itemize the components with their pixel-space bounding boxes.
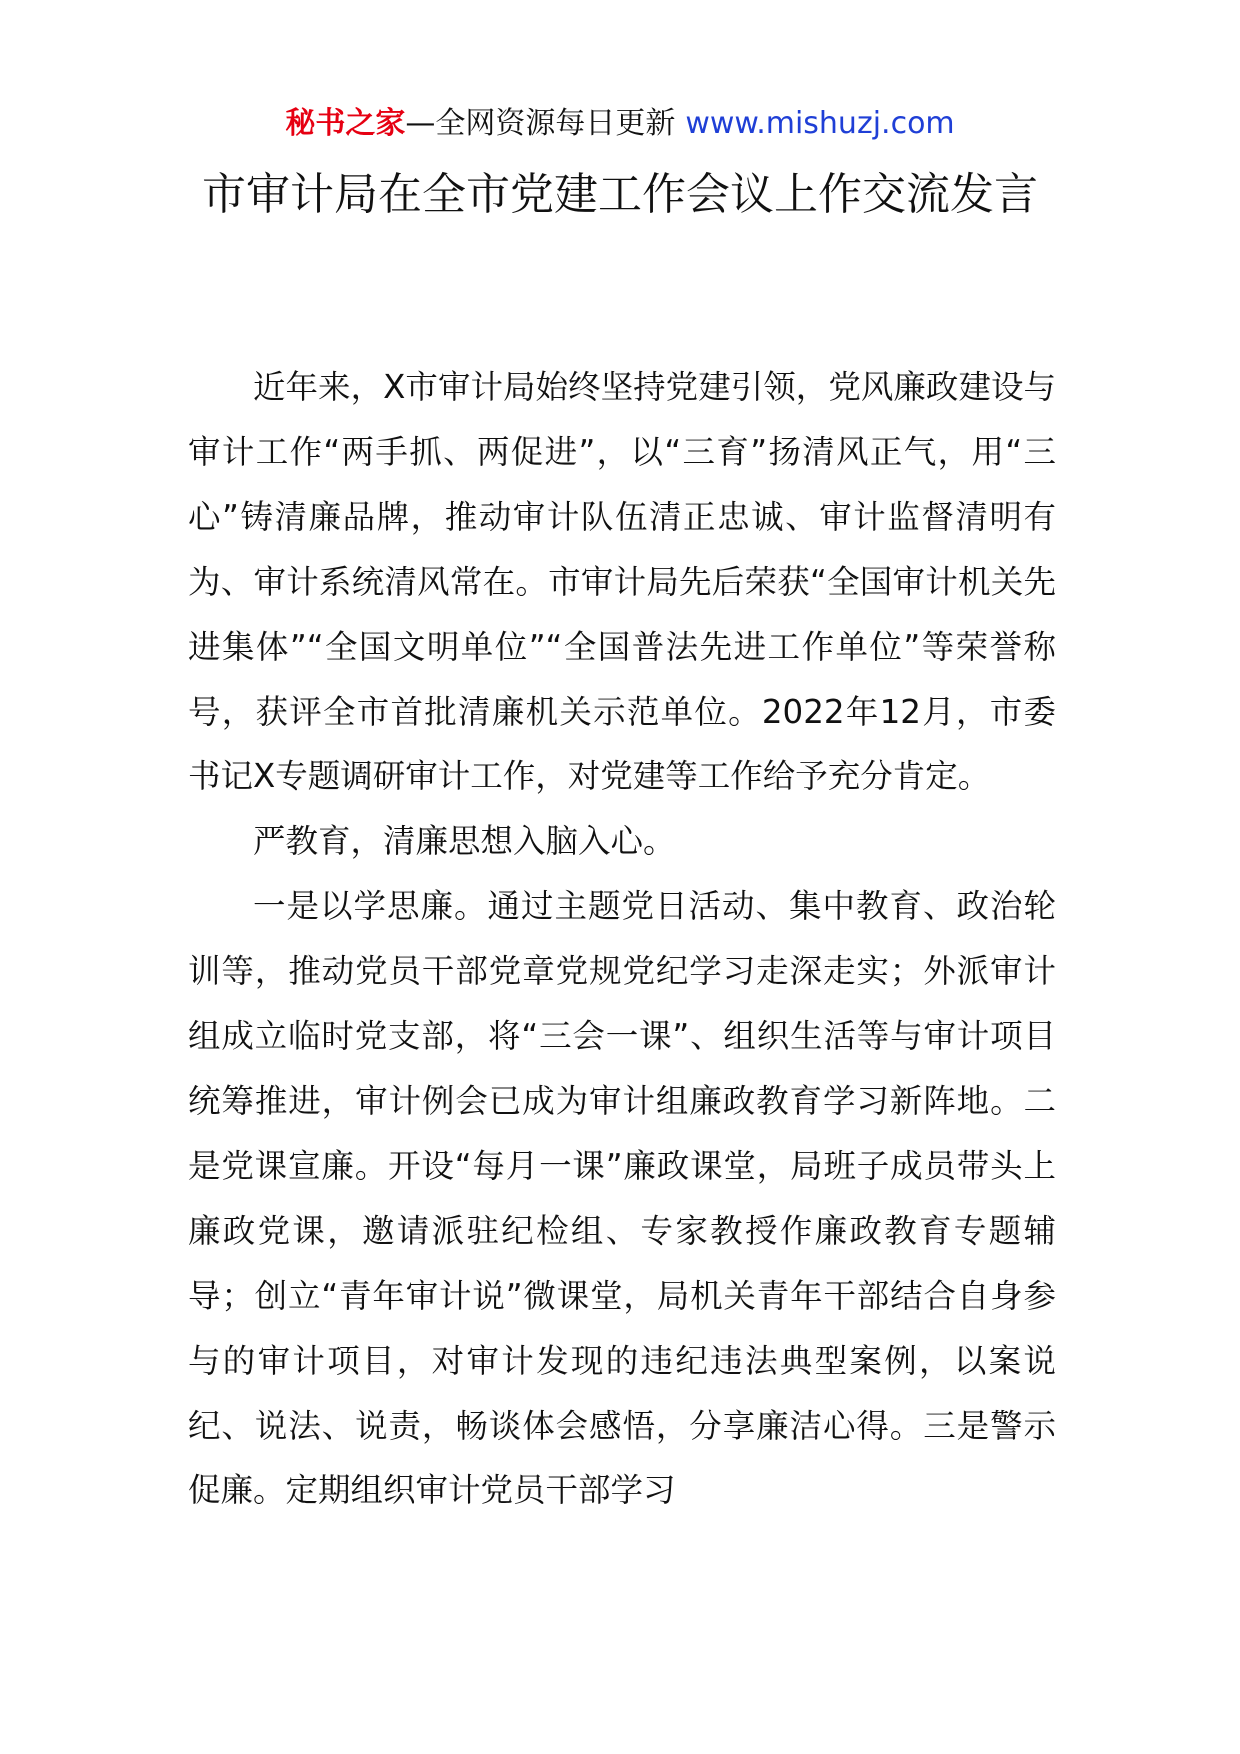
paragraph-intro: 近年来，X市审计局始终坚持党建引领，党风廉政建设与审计工作“两手抓、两促进”，以“三育”扬清风正气，用“三心”铸清廉品牌，推动审计队伍清正忠诚、审计监督清明有为、审计系统清风常在。市审计局先后荣获“全国审计机关先进集体”“全国文明单位”“全国普法先进工作单位”等荣誉称号，获评全市首批清廉机关示范单位。2022年12月，市委书记X专题调研审计工作，对党建等工作给予充分肯定。 bbox=[188, 368, 1056, 796]
paragraph-section-heading: 严教育，清廉思想入脑入心。 bbox=[253, 822, 676, 861]
paragraph-education: 一是以学思廉。通过主题党日活动、集中教育、政治轮训等，推动党员干部党章党规党纪学习走深走实；外派审计组成立临时党支部，将“三会一课”、组织生活等与审计项目统筹推进，审计例会已成为审计组廉政教育学习新阵地。二是党课宣廉。开设“每月一课”廉政课堂，局班子成员带头上廉政党课，邀请派驻纪检组、专家教授作廉政教育专题辅导；创立“青年审计说”微课堂，局机关青年干部结合自身参与的审计项目，对审计发现的违纪违法典型案例，以案说纪、说法、说责，畅谈体会感悟，分享廉洁心得。三是警示促廉。定期组织审计党员干部学习 bbox=[188, 887, 1056, 1510]
header-tagline: —全网资源每日更新 bbox=[405, 106, 676, 141]
document-title: 市审计局在全市党建工作会议上作交流发言 bbox=[202, 169, 1038, 220]
site-url[interactable]: www.mishuzj.com bbox=[685, 106, 955, 141]
brand-name: 秘书之家 bbox=[285, 106, 406, 141]
document-body bbox=[188, 355, 1056, 1523]
watermark-header bbox=[0, 104, 1240, 144]
